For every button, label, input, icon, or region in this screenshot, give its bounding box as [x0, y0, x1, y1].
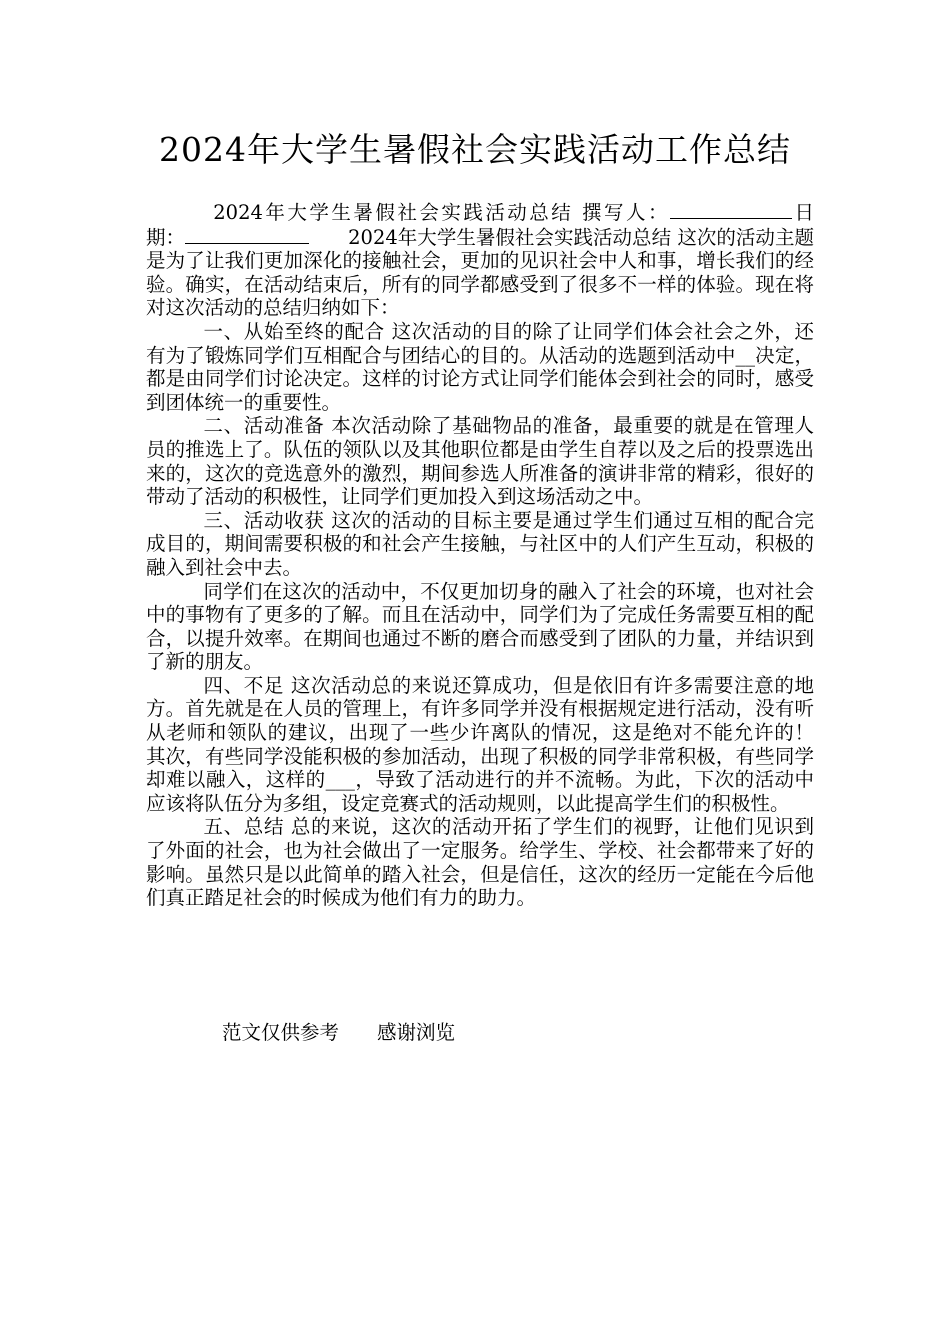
intro-text: 这次的活动主题是为了让我们更加深化的接触社会，更加的见识社会中人和事，增长我们的经验。确实，在活动结束后，所有的同学都感受到了很多不一样的体验。现在将对这次活动的总结归纳如下： [146, 225, 814, 320]
paragraph-preparation: 二、活动准备 本次活动除了基础物品的准备，最重要的就是在管理人员的推选上了。队伍的领队以及其他职位都是由学生自荐以及之后的投票选出来的，这次的竞选意外的激烈，期间参选人所准备的演讲非常的精彩，很好的带动了活动的积极性，让同学们更加投入到这场活动之中。 [146, 414, 814, 509]
date-label: 日 期： [146, 201, 834, 249]
paragraph-shortcomings: 四、不足 这次活动总的来说还算成功，但是依旧有许多需要注意的地方。首先就是在人员的管理上，有许多同学并没有根据规定进行活动，没有听从老师和领队的建议，出现了一些少许离队的情况，这是绝对不能允许的！ 其次，有些同学没能积极的参加活动，出现了积极的同学非常积极，有些同学却难以融入，这样的___，导致了活动进行的并不流畅。为此，下次的活动中应该将队伍分为多组，设定竞赛式的活动规则，以此提高学生们的积极性。 [146, 673, 814, 815]
date-blank [185, 225, 309, 244]
doc-label: 2024年大学生暑假社会实践活动总结 [213, 201, 574, 224]
document-title: 2024年大学生暑假社会实践活动工作总结 [159, 130, 791, 169]
closing-thanks: 感谢浏览 [377, 1021, 456, 1044]
closing-note [222, 1021, 455, 1045]
closing-reference: 范文仅供参考 [222, 1021, 340, 1044]
header-paragraph [146, 200, 834, 320]
document-body [146, 200, 834, 910]
author-label: 撰写人： [582, 201, 670, 224]
paragraph-experience: 同学们在这次的活动中，不仅更加切身的融入了社会的环境，也对社会中的事物有了更多的了解。而且在活动中，同学们为了完成任务需要互相的配合，以提升效率。在期间也通过不断的磨合而感受到了团队的力量，并结识到了新的朋友。 [146, 579, 814, 674]
repeat-title: 2024年大学生暑假社会实践活动总结 [348, 225, 672, 249]
paragraph-harvest: 三、活动收获 这次的活动的目标主要是通过学生们通过互相的配合完成目的，期间需要积极的和社会产生接触，与社区中的人们产生互动，积极的融入到社会中去。 [146, 508, 814, 579]
paragraph-summary: 五、总结 总的来说，这次的活动开拓了学生们的视野，让他们见识到了外面的社会，也为社会做出了一定服务。给学生、学校、社会都带来了好的影响。虽然只是以此简单的踏入社会，但是信任，这次的经历一定能在今后他们真正踏足社会的时候成为他们有力的助力。 [146, 815, 814, 910]
author-blank [670, 200, 792, 219]
paragraph-cooperation: 一、从始至终的配合 这次活动的目的除了让同学们体会社会之外，还有为了锻炼同学们互相配合与团结心的目的。从活动的选题到活动中__决定，都是由同学们讨论决定。这样的讨论方式让同学们能体会到社会的同时，感受到团体统一的重要性。 [146, 319, 814, 414]
